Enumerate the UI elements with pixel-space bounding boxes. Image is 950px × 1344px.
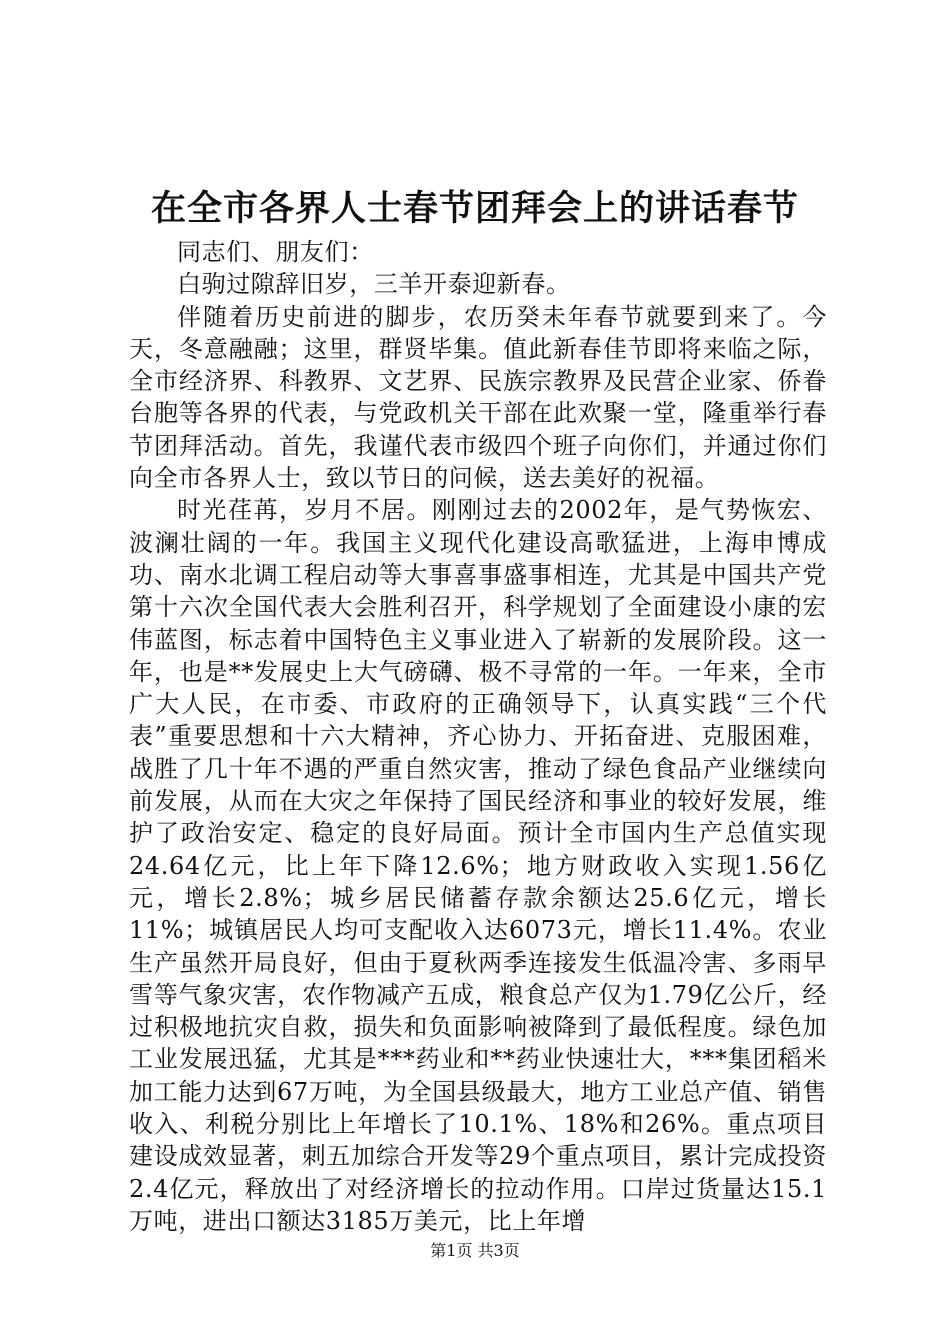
salutation-paragraph: 同志们、朋友们： [177,238,374,266]
page-number-footer: 第1页 共3页 [430,1241,520,1260]
page-title: 在全市各界人士春节团拜会上的讲话春节 [150,188,799,229]
greeting-paragraph: 伴随着历史前进的脚步，农历癸未年春节就要到来了。今天，冬意融融；这里，群贤毕集。值此新春佳节即将来临之际，全市经济界、科教界、文艺界、民族宗教界及民营企业家、侨眷台胞等各界的代表，与党政机关干部在此欢聚一堂，隆重举行春节团拜活动。首先，我谨代表市级四个班子向你们，并通过你们向全市各界人士，致以节日的问候，送去美好的祝福。 [129,302,827,493]
review-paragraph: 时光荏苒，岁月不居。刚刚过去的2002年，是气势恢宏、波澜壮阔的一年。我国主义现代化建设高歌猛进，上海申博成功、南水北调工程启动等大事喜事盛事相连，尤其是中国共产党第十六次全国代表大会胜利召开，科学规划了全面建设小康的宏伟蓝图，标志着中国特色主义事业进入了崭新的发展阶段。这一年，也是**发展史上大气磅礴、极不寻常的一年。一年来，全市广大人民，在市委、市政府的正确领导下，认真实践“三个代表”重要思想和十六大精神，齐心协力、开拓奋进、克服困难，战胜了几十年不遇的严重自然灾害，推动了绿色食品产业继续向前发展，从而在大灾之年保持了国民经济和事业的较好发展，维护了政治安定、稳定的良好局面。预计全市国内生产总值实现24.64亿元，比上年下降12.6%；地方财政收入实现1.56亿元，增长2.8%；城乡居民储蓄存款余额达25.6亿元，增长11%；城镇居民人均可支配收入达6073元，增长11.4%。农业生产虽然开局良好，但由于夏秋两季连接发生低温冷害、多雨早雪等气象灾害，农作物减产五成，粮食总产仅为1.79亿公斤，经过积极地抗灾自救，损失和负面影响被降到了最低程度。绿色加工业发展迅猛，尤其是***药业和**药业快速壮大，***集团稻米加工能力达到67万吨，为全国县级最大，地方工业总产值、销售收入、利税分别比上年增长了10.1%、18%和26%。重点项目建设成效显著，刺五加综合开发等29个重点项目，累计完成投资2.4亿元，释放出了对经济增长的拉动作用。口岸过货量达15.1万吨，进出口额达3185万美元，比上年增 [129,496,827,1235]
document-body [129,236,827,1237]
opening-couplet-paragraph: 白驹过隙辞旧岁，三羊开泰迎新春。 [177,270,571,299]
